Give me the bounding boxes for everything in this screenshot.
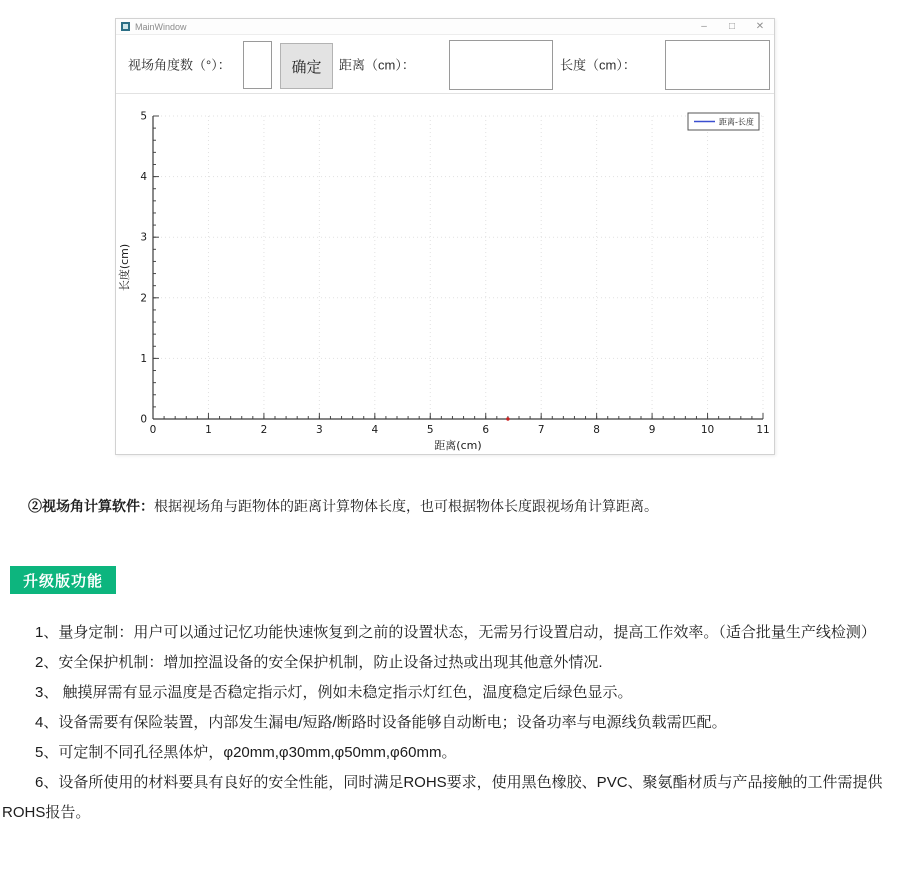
list-item: 2、安全保护机制：增加控温设备的安全保护机制，防止设备过热或出现其他意外情况.	[35, 654, 603, 671]
description-text: 根据视场角与距物体的距离计算物体长度，也可根据物体长度跟视场角计算距离。	[154, 498, 658, 514]
svg-text:0: 0	[140, 413, 147, 426]
section-badge: 升级版功能	[10, 566, 116, 594]
svg-text:5: 5	[140, 110, 147, 123]
legend	[688, 113, 759, 130]
minor-ticks	[153, 116, 763, 419]
list-item: 5、可定制不同孔径黑体炉，φ20mm,φ30mm,φ50mm,φ60mm。	[35, 744, 457, 761]
y-axis-ticks	[140, 111, 159, 426]
form-row	[116, 35, 774, 94]
window-title: MainWindow	[135, 21, 187, 32]
data-point	[506, 417, 509, 420]
legend-label: 距离-长度	[719, 117, 754, 127]
svg-text:1: 1	[205, 424, 212, 436]
length-input[interactable]	[665, 40, 770, 90]
y-axis-label: 长度(cm)	[118, 243, 131, 292]
svg-text:2: 2	[260, 424, 268, 436]
list-item: 1、量身定制：用户可以通过记忆功能快速恢复到之前的设置状态，无需另行设置启动，提高工作效率。（适合批量生产线检测）	[35, 624, 876, 641]
svg-text:9: 9	[648, 424, 656, 436]
svg-text:4: 4	[140, 171, 147, 184]
svg-text:8: 8	[593, 424, 600, 436]
svg-text:3: 3	[140, 231, 147, 244]
confirm-button[interactable]: 确定	[280, 43, 333, 89]
fov-label: 视场角度数（°）：	[128, 57, 231, 73]
minimize-button[interactable]: –	[701, 21, 707, 32]
list-item: 4、设备需要有保险装置，内部发生漏电/短路/断路时设备能够自动断电；设备功率与电源线负载需匹配。	[35, 714, 727, 731]
list-item: 6、设备所使用的材料要具有良好的安全性能，同时满足ROHS要求，使用黑色橡胶、PVC、聚氨酯材质与产品接触的工件需提供ROHS报告。	[2, 774, 883, 821]
list-item: 3、 触摸屏需有显示温度是否稳定指示灯，例如未稳定指示灯红色，温度稳定后绿色显示。	[35, 684, 633, 701]
svg-text:0: 0	[149, 424, 157, 436]
distance-input[interactable]	[449, 40, 553, 90]
distance-label: 距离（cm）：	[339, 57, 415, 73]
close-button[interactable]: ✕	[755, 21, 765, 32]
svg-text:4: 4	[371, 424, 379, 436]
description-lead: ②视场角计算软件：	[28, 498, 154, 514]
fov-input[interactable]	[243, 41, 272, 89]
svg-text:6: 6	[482, 424, 490, 436]
length-label: 长度（cm）：	[560, 57, 636, 73]
x-axis-label: 距离(cm)	[434, 439, 482, 452]
app-icon	[121, 22, 130, 31]
gridlines	[153, 116, 763, 419]
chart-svg	[116, 94, 774, 454]
main-window	[115, 18, 775, 455]
x-axis-ticks	[150, 413, 770, 436]
titlebar[interactable]	[116, 19, 774, 35]
svg-text:11: 11	[756, 424, 770, 436]
svg-text:7: 7	[537, 424, 545, 436]
svg-text:5: 5	[426, 424, 434, 436]
chart	[116, 94, 774, 454]
description	[28, 496, 894, 516]
maximize-button[interactable]: □	[728, 21, 736, 32]
window-controls	[690, 19, 774, 34]
svg-text:10: 10	[700, 424, 715, 436]
svg-text:3: 3	[316, 424, 323, 436]
svg-text:1: 1	[140, 352, 147, 365]
feature-list	[2, 618, 898, 828]
svg-text:2: 2	[140, 292, 147, 305]
